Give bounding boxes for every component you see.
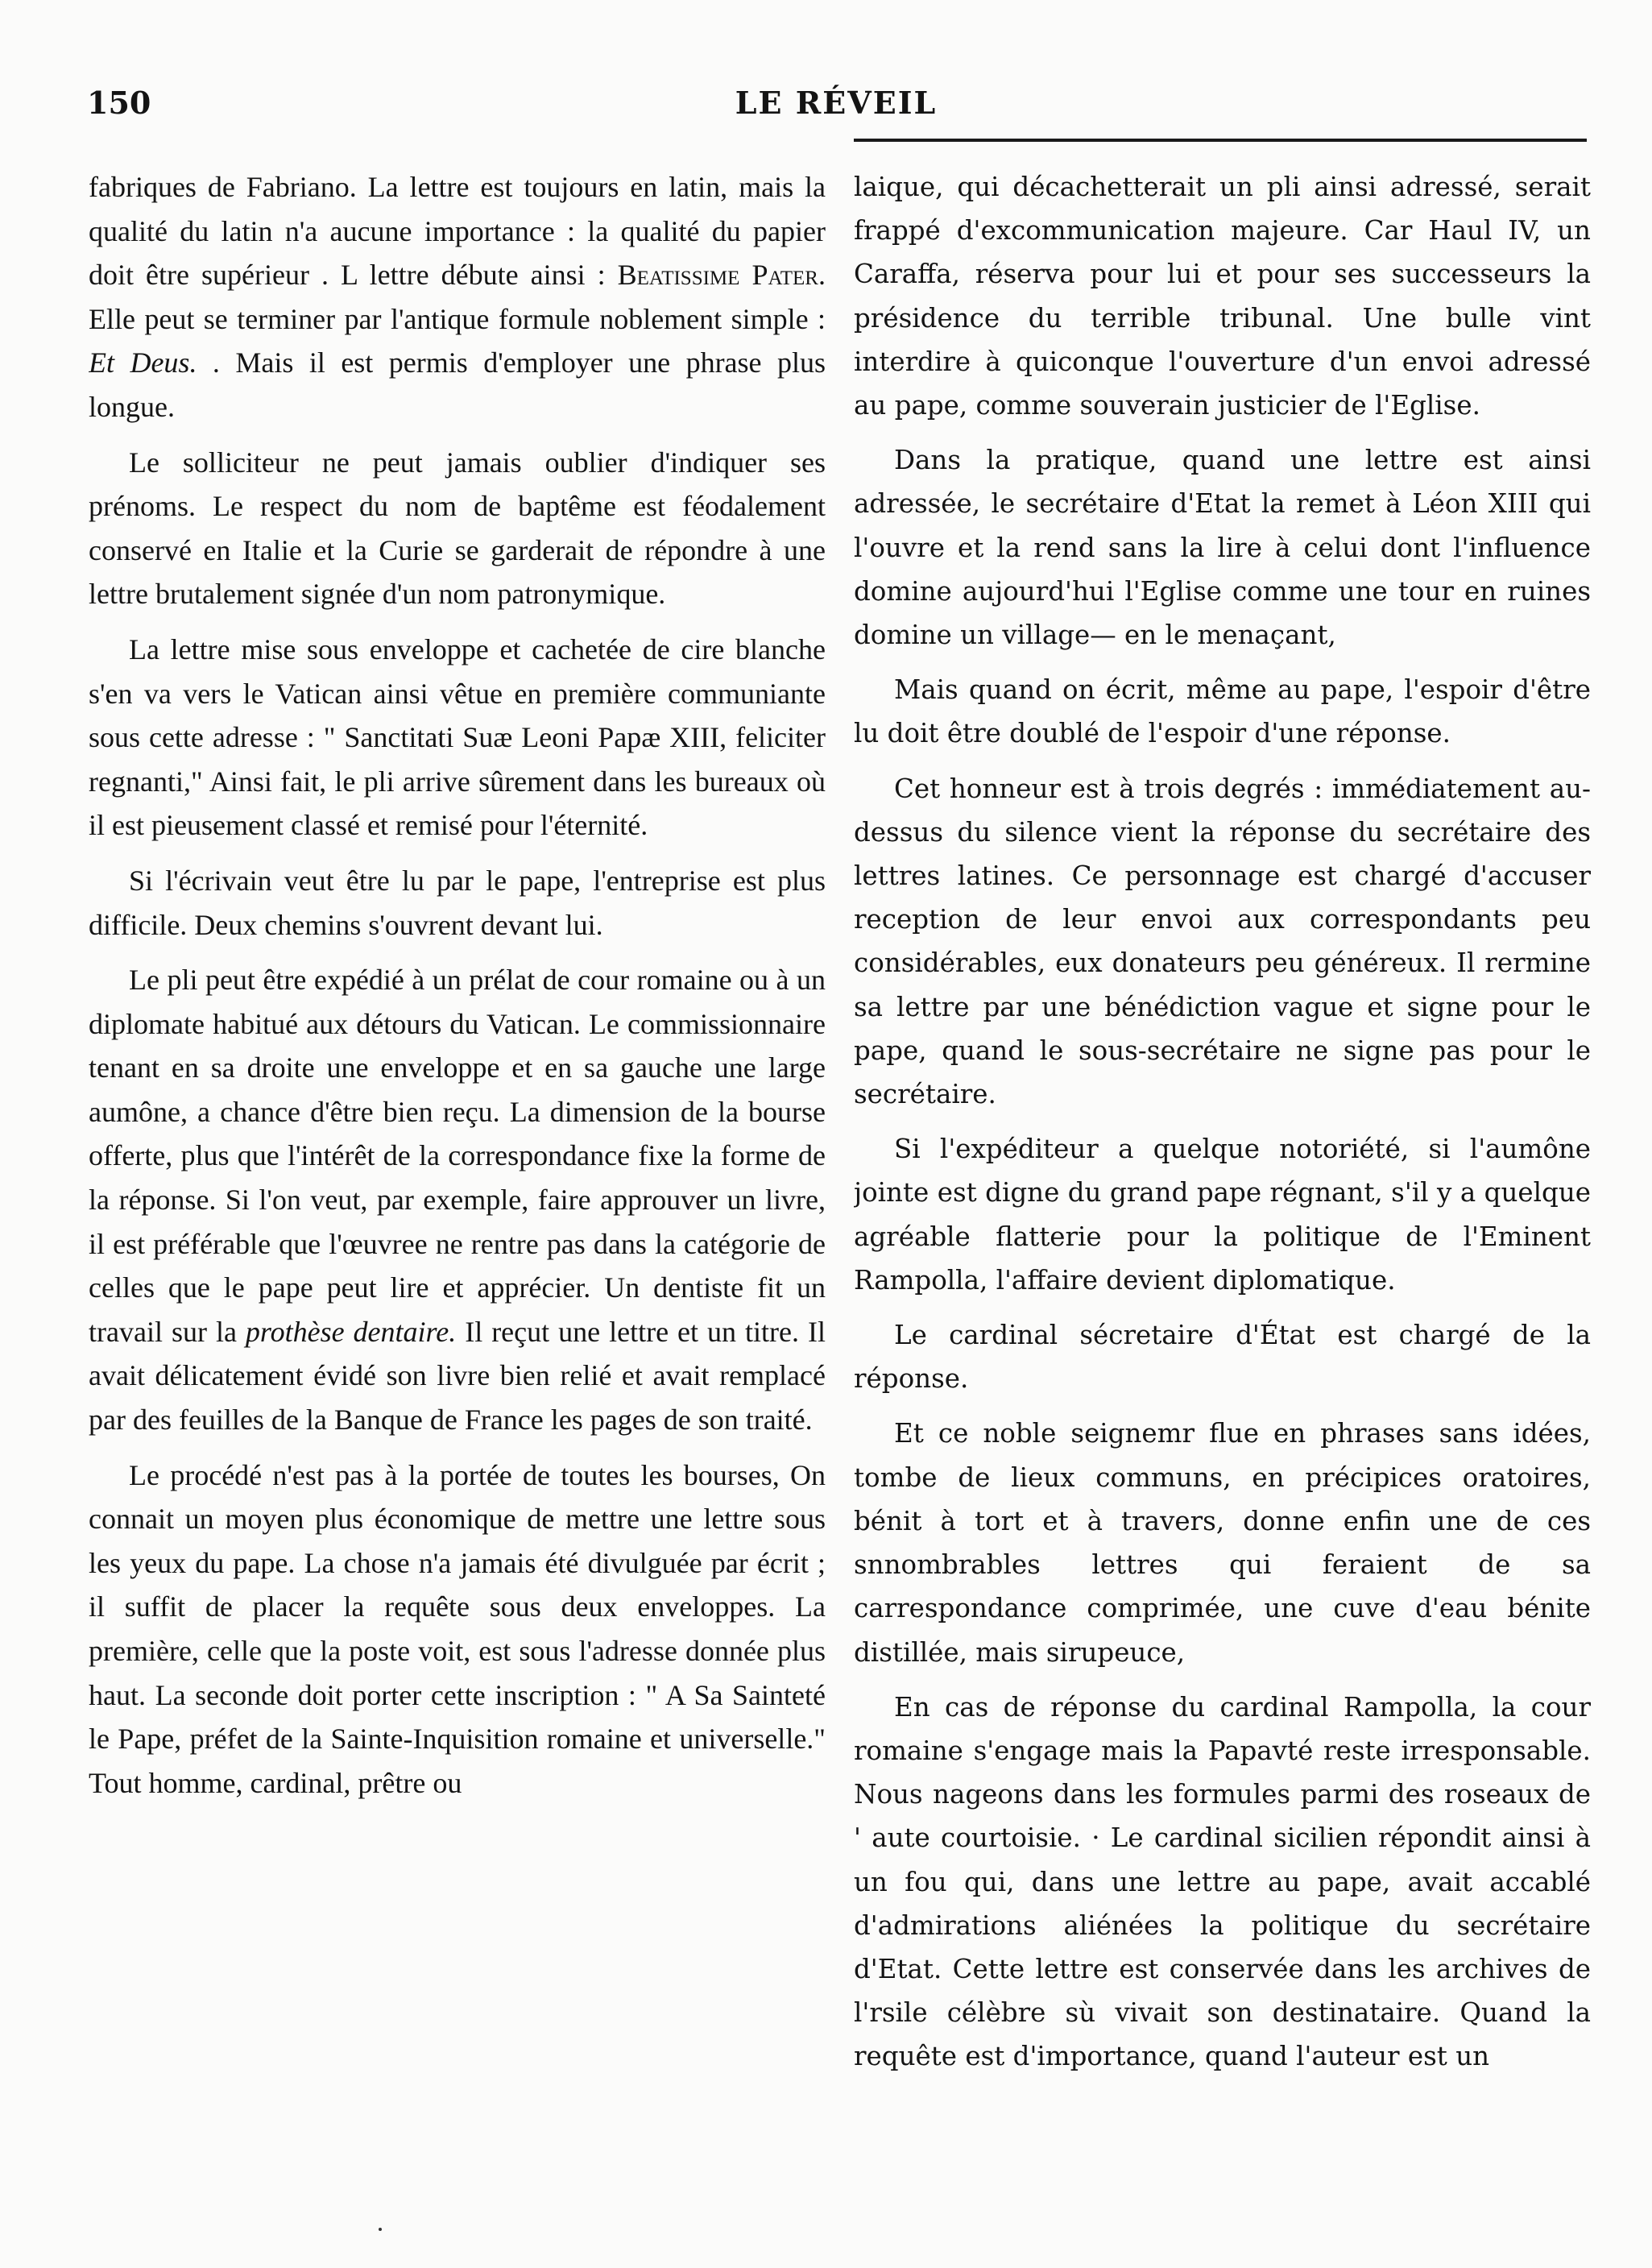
paragraph: La lettre mise sous enveloppe et cachetée de cire blanche s'en va vers le Vatican ainsi vêtue en première communiante sous cette adresse : " Sanctitati Suæ Leoni Papæ XIII, feliciter regnanti," Ainsi fait, le pli arrive sûrement dans les bureaux où il est pieusement classé et remisé pour l'éternité. xyxy=(89,632,826,842)
paragraph: Et ce noble seignemr flue en phrases sans idées, tombe de lieux communs, en précipices oratoires, bénit à tort et à travers, donne enfin une de ces snnombrables lettres qui feraient de sa carrespondance comprimée, une cuve d'eau bénite distillée, mais sirupeuce, xyxy=(854,1418,1591,1668)
left-column xyxy=(89,165,826,2228)
paragraph: Le solliciteur ne peut jamais oublier d'indiquer ses prénoms. Le respect du nom de baptême est féodalement conservé en Italie et la Curie se garderait de répondre à une lettre brutalement signée d'un nom patronymique. xyxy=(89,446,826,611)
paragraph: Si l'écrivain veut être lu par le pape, l'entreprise est plus difficile. Deux chemins s'ouvrent devant lui. xyxy=(89,864,826,941)
paragraph: Dans la pratique, quand une lettre est ainsi adressée, le secrétaire d'Etat la remet à Léon XIII qui l'ouvre et la rend sans la lire à celui dont l'influence domine aujourd'hui l'Eglise comme une tour en ruines domine un village— en le menaçant, xyxy=(854,445,1591,651)
page-header xyxy=(87,85,1585,133)
small-caps-salutation: Beatissime Pater. xyxy=(617,259,826,292)
paragraph: Le cardinal sécretaire d'État est chargé de la réponse. xyxy=(854,1320,1591,1395)
scan-speck xyxy=(379,2228,382,2231)
paragraph: Le procédé n'est pas à la portée de toutes les bourses, On connait un moyen plus économique de mettre une lettre sous les yeux du pape. La chose n'a jamais été divulguée par écrit ; il suffit de placer la requête sous deux enveloppes. La première, celle que la poste voit, est sous l'adresse donnée plus haut. La seconde doit porter cette inscription : " A Sa Sainteté le Pape, préfet de la Sainte-Inquisition romaine et universelle." Tout homme, cardinal, prêtre ou xyxy=(89,1458,826,1799)
text-span: Le pli peut être expédié à un prélat de cour romaine ou à un diplomate habitué aux détours du Vatican. Le commissionnaire tenant en sa droite une enveloppe et en sa gauche une large aumône, a chance d'être bien reçu. La dimension de la bourse offerte, plus que l'intérêt de la correspondance fixe la forme de la réponse. Si l'on veut, par exemple, faire approuver un livre, il est préférable que l'œuvree ne rentre pas dans la catégorie de celles que le pape peut lire et apprécier. Un dentiste fit un travail sur la xyxy=(89,964,826,1348)
paragraph: Cet honneur est à trois degrés : immédiatement au-dessus du silence vient la réponse du secrétaire des lettres latines. Ce personnage est chargé d'accuser reception de leur envoi aux correspondants peu considérables, eux donateurs peu généreux. Il rermine sa lettre par une bénédiction vague et signe pour le pape, quand le sous-secrétaire ne signe pas pour le secrétaire. xyxy=(854,773,1591,1110)
paragraph: Si l'expéditeur a quelque notoriété, si l'aumône jointe est digne du grand pape régnant, s'il y a quelque agréable flatterie pour la politique de l'Eminent Rampolla, l'affaire devient diplomatique. xyxy=(854,1134,1591,1296)
running-title: LE RÉVEIL xyxy=(735,85,938,121)
paragraph xyxy=(89,165,826,429)
paragraph: laique, qui décachetterait un pli ainsi adressé, serait frappé d'excommunication majeure. Car Haul IV, un Caraffa, réserva pour lui et pour ses successeurs la présidence du terrible tribunal. Une bulle vint interdire à quiconque l'ouverture d'un envoi adressé au pape, comme souverain justicier de l'Eglise. xyxy=(854,172,1591,421)
paragraph: Mais quand on écrit, même au pape, l'espoir d'être lu doit être doublé de l'espoir d'une réponse. xyxy=(854,674,1591,749)
paragraph: En cas de réponse du cardinal Rampolla, la cour romaine s'engage mais la Papavté reste irresponsable. Nous nageons dans les formules parmi des roseaux de ' aute courtoisie. · Le cardinal sicilien répondit ainsi à un fou qui, dans une lettre au pape, avait accablé d'admirations aliénées la politique du secrétaire d'Etat. Cette lettre est conservée dans les archives de l'rsile célèbre sù vivait son destinataire. Quand la requête est d'importance, quand l'auteur est un xyxy=(854,1691,1591,2072)
header-rule xyxy=(854,139,1587,142)
text-span: fabriques de Fabriano. La lettre est toujours en latin, mais la qualité du latin n'a aucune importance : la qualité du papier doit être supérieur . L lettre débute ainsi : xyxy=(89,171,826,292)
italic-phrase: prothèse dentaire. xyxy=(245,1315,457,1348)
paragraph xyxy=(89,958,826,1442)
text-span: Il reçut une lettre et un titre. Il avait délicatement évidé son livre bien relié et avait remplacé par des feuilles de la Banque de France les pages de son traité. xyxy=(89,1315,826,1437)
page-number: 150 xyxy=(87,85,151,121)
right-column xyxy=(854,165,1591,2228)
text-span: Elle peut se terminer par l'antique formule noblement simple : xyxy=(89,302,826,335)
italic-phrase: Et Deus. xyxy=(89,346,197,379)
text-span: . Mais il est permis d'employer une phrase plus longue. xyxy=(89,346,826,423)
